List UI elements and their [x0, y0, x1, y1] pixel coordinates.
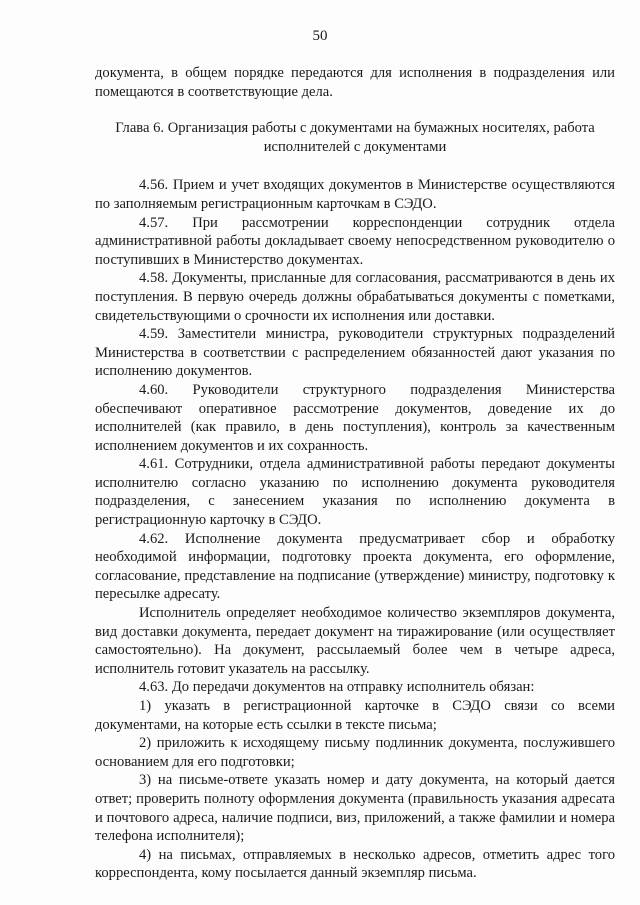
list-item-1: 1) указать в регистрационной карточке в СЭДО связи со всеми документами, на которые есть ссылки в тексте письма; — [95, 698, 615, 733]
paragraph-4-56: 4.56. Прием и учет входящих документов в Министерстве осуществляются по заполняемым регистрационным карточкам в СЭДО. — [95, 177, 615, 212]
page-number: 50 — [312, 28, 328, 44]
paragraph-4-62: 4.62. Исполнение документа предусматривает сбор и обработку необходимой информации, подготовку проекта документа, его оформление, согласование, представление на подписание (утверждение) министру, подготовку к пересылке адресату. — [95, 530, 615, 603]
paragraph-4-63: 4.63. До передачи документов на отправку исполнитель обязан: — [139, 679, 535, 696]
list-item-3: 3) на письме-ответе указать номер и дату документа, на который дается ответ; проверить полноту оформления документа (правильность указания адресата и почтового адреса, наличие подписи, виз, приложений, а также фамилии и номера телефона исполнителя); — [95, 772, 615, 845]
paragraph-4-60: 4.60. Руководители структурного подразделения Министерства обеспечивают оперативное рассмотрение документов, доведение их до исполнителей (как правило, в день поступления), контроль за качественным исполнением документов и их сохранность. — [95, 381, 615, 454]
document-body — [95, 64, 615, 883]
chapter-heading: Глава 6. Организация работы с документами на бумажных носителях, работа исполнителей с документами — [115, 120, 595, 155]
paragraph-executor: Исполнитель определяет необходимое количество экземпляров документа, вид доставки документа, передает документ на тиражирование (или осуществляет самостоятельно). На документ, рассылаемый более чем в четыре адреса, исполнитель готовит указатель на рассылку. — [95, 605, 615, 677]
list-item-4: 4) на письмах, отправляемых в несколько адресов, отметить адрес того корреспондента, кому посылается данный экземпляр письма. — [95, 846, 615, 882]
paragraph-4-61: 4.61. Сотрудники, отдела административной работы передают документы исполнителю согласно указанию по исполнению документа руководителя подразделения, с занесением указания по исполнению документа в регистрационную карточку в СЭДО. — [95, 456, 615, 529]
list-item-2: 2) приложить к исходящему письму подлинник документа, послужившего основанием для его подготовки; — [95, 735, 615, 770]
paragraph-4-57: 4.57. При рассмотрении корреспонденции сотрудник отдела административной работы докладывает своему непосредственном руководителю о поступивших в Министерство документах. — [95, 214, 615, 268]
paragraph-4-59: 4.59. Заместители министра, руководители структурных подразделений Министерства в соответствии с распределением обязанностей дают указания по исполнению документов. — [95, 326, 615, 380]
paragraph-4-58: 4.58. Документы, присланные для согласования, рассматриваются в день их поступления. В первую очередь должны обрабатываться документы с пометками, свидетельствующими о срочности их исполнения или доставки. — [95, 270, 615, 324]
intro-paragraph: документа, в общем порядке передаются для исполнения в подразделения или помещаются в соответствующие дела. — [95, 65, 615, 100]
